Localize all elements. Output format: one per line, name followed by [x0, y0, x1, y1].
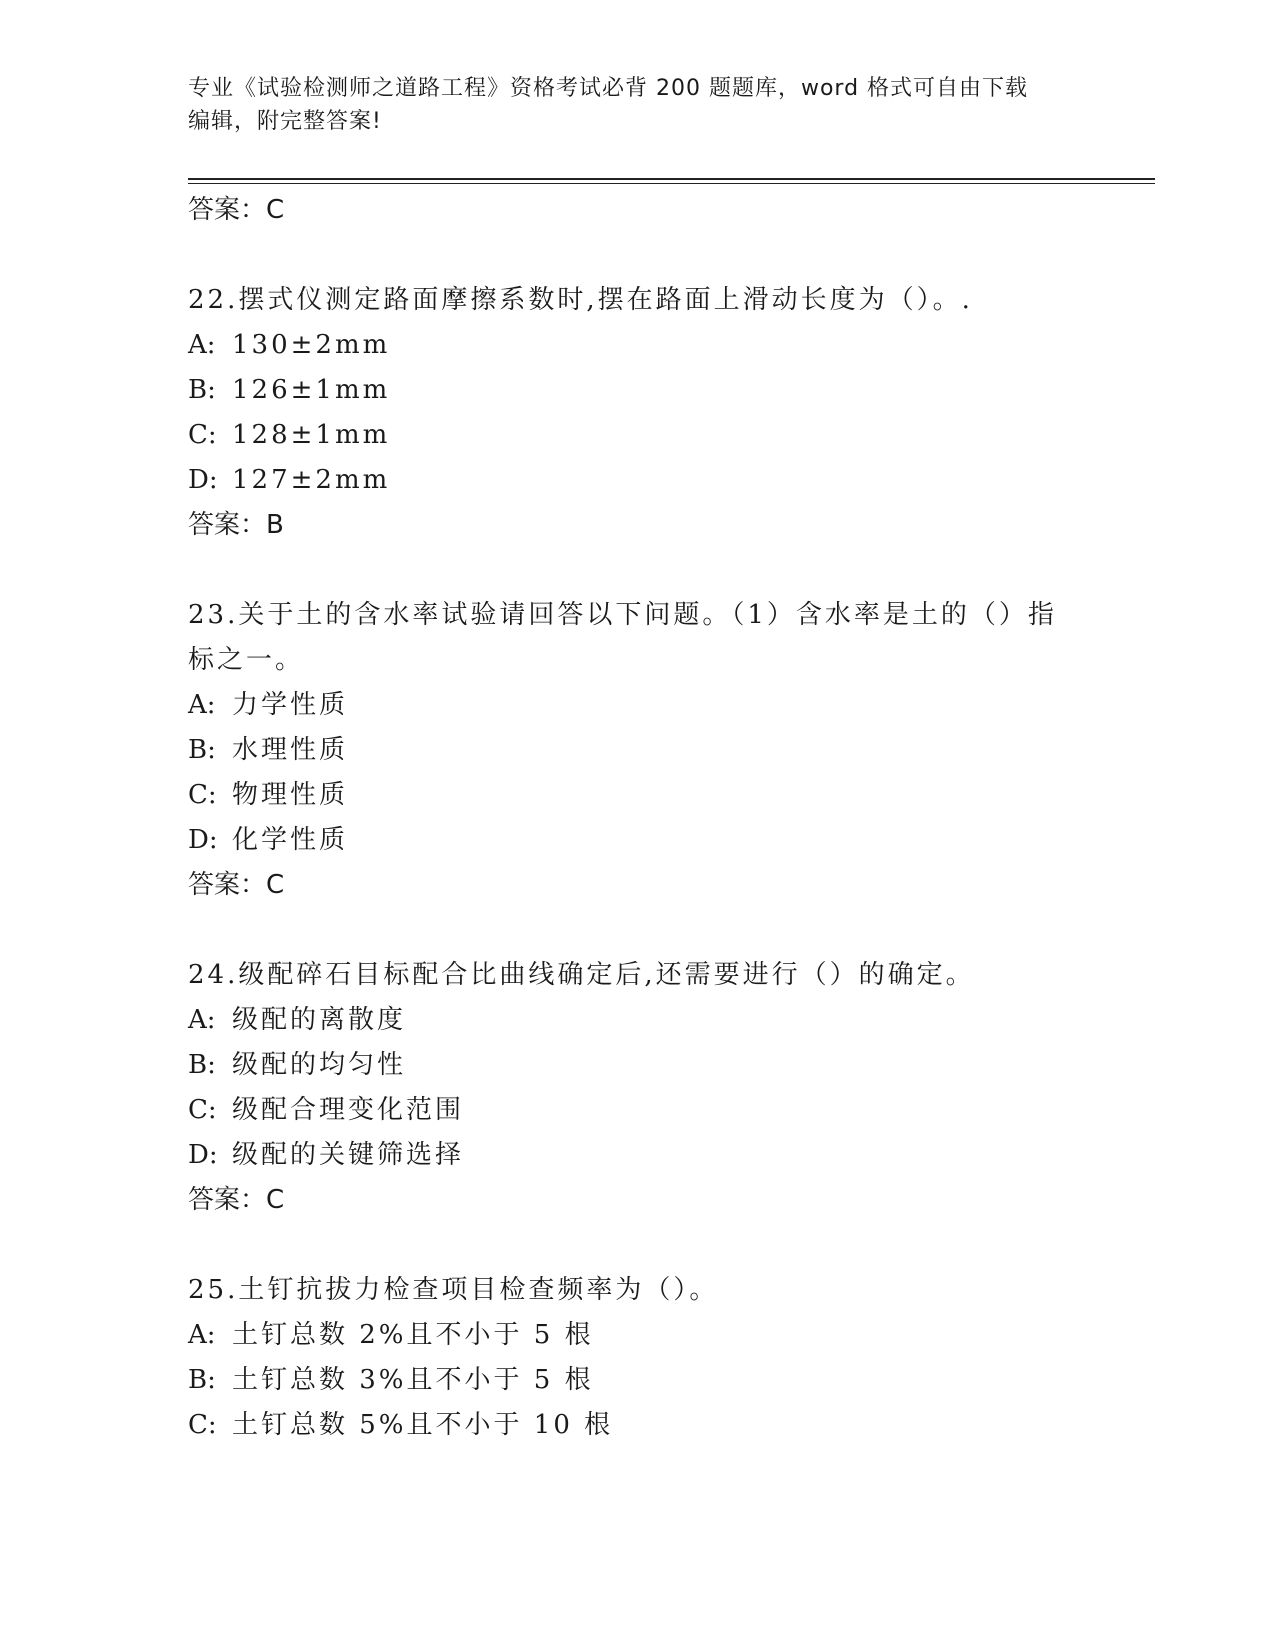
- question-23-option-c: [188, 773, 1088, 818]
- question-24: [188, 953, 1088, 1222]
- question-25-stem: 25.土钉抗拔力检查项目检查频率为（）。: [188, 1275, 719, 1305]
- question-22-stem: 22.摆式仪测定路面摩擦系数时,摆在路面上滑动长度为（）。.: [188, 285, 973, 315]
- answer-24: 答案：C: [188, 1185, 285, 1215]
- question-23-stem-line-2: 标之一。: [188, 645, 305, 675]
- option-letter: D:: [188, 825, 218, 855]
- question-22-option-d: [188, 458, 1088, 503]
- question-list: [188, 188, 1088, 1448]
- question-23-option-d: [188, 818, 1088, 863]
- header-rule-thin: [188, 183, 1155, 184]
- question-22-option-b: [188, 368, 1088, 413]
- block-gap: [188, 1222, 1088, 1268]
- option-letter: C:: [188, 1095, 217, 1125]
- option-text: 力学性质: [232, 690, 349, 720]
- question-25-option-c: [188, 1403, 1088, 1448]
- header-line-1: 专业《试验检测师之道路工程》资格考试必背 200 题题库，word 格式可自由下载: [188, 76, 1029, 101]
- option-text: 130±2mm: [232, 330, 391, 360]
- option-text: 126±1mm: [232, 375, 391, 405]
- option-text: 化学性质: [232, 825, 349, 855]
- option-text: 水理性质: [232, 735, 349, 765]
- option-text: 级配的离散度: [232, 1005, 407, 1035]
- question-25-option-b: [188, 1358, 1088, 1403]
- question-22-option-a: [188, 323, 1088, 368]
- option-text: 128±1mm: [232, 420, 391, 450]
- option-letter: A:: [188, 330, 216, 360]
- question-24-option-a: [188, 998, 1088, 1043]
- question-24-stem: 24.级配碎石目标配合比曲线确定后,还需要进行（）的确定。: [188, 960, 975, 990]
- option-text: 土钉总数 3%且不小于 5 根: [232, 1365, 594, 1395]
- question-24-option-c: [188, 1088, 1088, 1133]
- option-letter: B:: [188, 735, 216, 765]
- header-line-2: 编辑，附完整答案!: [188, 109, 382, 134]
- header-rule-thick: [188, 178, 1155, 180]
- question-23-stem-line-1: 23.关于土的含水率试验请回答以下问题。（1）含水率是土的（）指: [188, 600, 1057, 630]
- option-text: 级配的均匀性: [232, 1050, 407, 1080]
- option-text: 级配的关键筛选择: [232, 1140, 465, 1170]
- option-text: 土钉总数 5%且不小于 10 根: [232, 1410, 614, 1440]
- block-gap: [188, 232, 1088, 278]
- answer-23: 答案：C: [188, 870, 285, 900]
- answer-22: 答案：B: [188, 510, 284, 540]
- option-letter: B:: [188, 375, 216, 405]
- option-letter: C:: [188, 1410, 217, 1440]
- option-text: 物理性质: [232, 780, 349, 810]
- option-letter: B:: [188, 1050, 216, 1080]
- option-letter: C:: [188, 780, 217, 810]
- block-gap: [188, 547, 1088, 593]
- question-25-option-a: [188, 1313, 1088, 1358]
- option-text: 级配合理变化范围: [232, 1095, 465, 1125]
- option-letter: C:: [188, 420, 217, 450]
- question-24-option-d: [188, 1133, 1088, 1178]
- option-letter: D:: [188, 465, 218, 495]
- page-header: [188, 72, 1068, 138]
- question-23: [188, 593, 1088, 907]
- option-letter: A:: [188, 1005, 216, 1035]
- question-23-option-a: [188, 683, 1088, 728]
- question-24-option-b: [188, 1043, 1088, 1088]
- question-23-option-b: [188, 728, 1088, 773]
- option-text: 127±2mm: [232, 465, 391, 495]
- block-gap: [188, 907, 1088, 953]
- option-letter: B:: [188, 1365, 216, 1395]
- question-25: [188, 1268, 1088, 1448]
- option-letter: D:: [188, 1140, 218, 1170]
- option-letter: A:: [188, 690, 216, 720]
- question-22-option-c: [188, 413, 1088, 458]
- option-text: 土钉总数 2%且不小于 5 根: [232, 1320, 594, 1350]
- answer-21: 答案：C: [188, 195, 285, 225]
- option-letter: A:: [188, 1320, 216, 1350]
- question-22: [188, 278, 1088, 547]
